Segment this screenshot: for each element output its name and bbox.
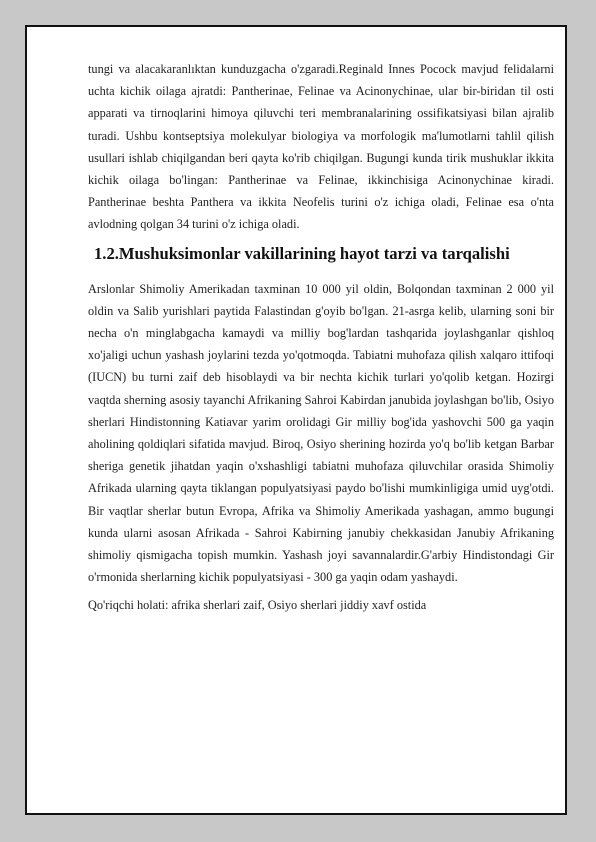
conservation-status-line: Qo'riqchi holati: afrika sherlari zaif, Osiyo sherlari jiddiy xavf ostida: [88, 598, 427, 613]
section-heading: 1.2.Mushuksimonlar vakillarining hayot tarzi va tarqalishi: [94, 243, 510, 263]
page-content: [88, 58, 554, 617]
document-page: [25, 25, 567, 815]
body-paragraph-lions: Arslonlar Shimoliy Amerikadan taxminan 10 000 yil oldin, Bolqondan taxminan 2 000 yil oldin va Salib yurishlari paytida Falastindan g'oyib bo'lgan. 21-asrga kelib, ularning soni bir necha o'n minglabgacha kamaydi va milliy bog'lardan tashqarida joylashganlar qishloq xo'jaligi uchun yashash joylarini tezda yo'qotmoqda. Tabiatni muhofaza qilish xalqaro ittifoqi (IUCN) bu turni zaif deb hisoblaydi va bir nechta kichik turlari yo'qolib ketgan. Hozirgi vaqtda sherning asosiy tayanchi Afrikaning Sahroi Kabirdan janubida joylashgan bo'lib, Osiyo sherlari Hindistonning Katiavar yarim orolidagi Gir milliy bog'ida yashovchi 500 ga yaqin aholining qoldiqlari sifatida mavjud. Biroq, Osiyo sherining hozirda yo'q bo'lib ketgan Barbar sheriga genetik jihatdan yaqin o'xshashligi tabiatni muhofaza qiluvchilar orasida Shimoliy Afrikada ularning qayta tiklangan populyatsiyasi paydo bo'lishi mumkinligiga umid uyg'otdi. Bir vaqtlar sherlar butun Evropa, Afrika va Shimoliy Amerikada yashagan, ammo bugungi kunda ularni asosan Afrikada - Sahroi Kabirning janubiy chekkasidan Janubiy Afrikaning shimoliy qismigacha topish mumkin. Yashash joyi savannalardir.G'arbiy Hindistondagi Gir o'rmonida sherlarning kichik populyatsiyasi - 300 ga yaqin odam yashaydi.: [88, 281, 554, 585]
body-paragraph-classification: tungi va alacakaranlıktan kunduzgacha o'zgaradi.Reginald Innes Pocock mavjud felidalarni uchta kichik oilaga ajratdi: Pantherinae, Felinae va Acinonychinae, ular bir-biridan til osti apparati va tirnoqlarini himoya qiluvchi teri membranalarining ossifikatsiyasi bilan ajralib turadi. Ushbu kontseptsiya molekulyar biologiya va morfologik ma'lumotlarni tahlil qilish usullari ishlab chiqilgandan beri qayta ko'rib chiqilgan. Bugungi kunda tirik mushuklar ikkita kichik oilaga bo'lingan: Pantherinae va Felinae, ikkinchisiga Acinonychinae kiradi. Pantherinae beshta Panthera va ikkita Neofelis turini o'z ichiga oladi, Felinae esa o'nta avlodning qolgan 34 turini o'z ichiga oladi.: [88, 62, 554, 232]
